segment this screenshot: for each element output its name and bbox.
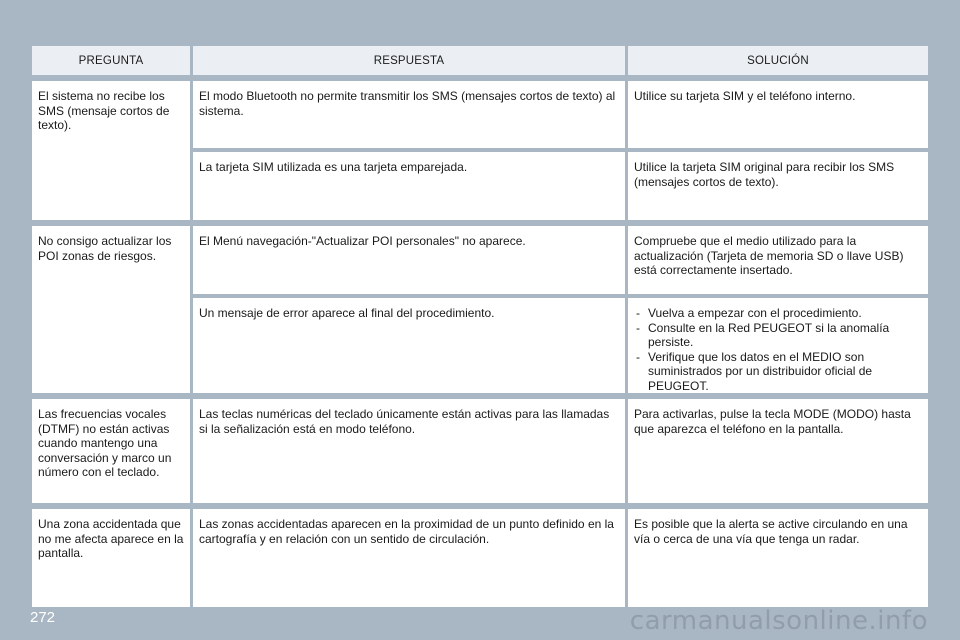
solution-cell: Compruebe que el medio utilizado para la actualización (Tarjeta de memoria SD o llave USB) está correctamente insertado. — [628, 226, 928, 294]
page-number: 272 — [30, 609, 56, 626]
solution-cell: Utilice la tarjeta SIM original para recibir los SMS (mensajes cortos de texto). — [628, 152, 928, 220]
solution-list-item: - Vuelva a empezar con el procedimiento. — [634, 306, 922, 321]
question-cell: El sistema no recibe los SMS (mensaje cortos de texto). — [32, 81, 190, 220]
answer-cell: Las teclas numéricas del teclado únicamente están activas para las llamadas si la señalización está en modo teléfono. — [193, 399, 625, 503]
solution-cell: Es posible que la alerta se active circulando en una vía o cerca de una vía que tenga un radar. — [628, 509, 928, 607]
answer-cell: Las zonas accidentadas aparecen en la proximidad de un punto definido en la cartografía y en relación con un sentido de circulación. — [193, 509, 625, 607]
solution-cell — [628, 298, 928, 393]
header-solution: SOLUCIÓN — [628, 46, 928, 75]
solution-list-item: - Consulte en la Red PEUGEOT si la anomalía persiste. — [634, 321, 922, 350]
question-cell: Las frecuencias vocales (DTMF) no están activas cuando mantengo una conversación y marco un número con el teclado. — [32, 399, 190, 503]
question-cell: Una zona accidentada que no me afecta aparece en la pantalla. — [32, 509, 190, 607]
watermark: carmanualsonline.info — [629, 606, 928, 636]
answer-cell: El modo Bluetooth no permite transmitir los SMS (mensajes cortos de texto) al sistema. — [193, 81, 625, 148]
header-answer: RESPUESTA — [193, 46, 625, 75]
solution-list — [634, 306, 922, 393]
answer-cell: Un mensaje de error aparece al final del procedimiento. — [193, 298, 625, 393]
solution-cell: Para activarlas, pulse la tecla MODE (MODO) hasta que aparezca el teléfono en la pantalla. — [628, 399, 928, 503]
solution-list-item: - Verifique que los datos en el MEDIO son suministrados por un distribuidor oficial de PEUGEOT. — [634, 350, 922, 394]
header-question: PREGUNTA — [32, 46, 190, 75]
answer-cell: La tarjeta SIM utilizada es una tarjeta emparejada. — [193, 152, 625, 220]
answer-cell: El Menú navegación-"Actualizar POI personales" no aparece. — [193, 226, 625, 294]
question-cell: No consigo actualizar los POI zonas de riesgos. — [32, 226, 190, 393]
solution-cell: Utilice su tarjeta SIM y el teléfono interno. — [628, 81, 928, 148]
